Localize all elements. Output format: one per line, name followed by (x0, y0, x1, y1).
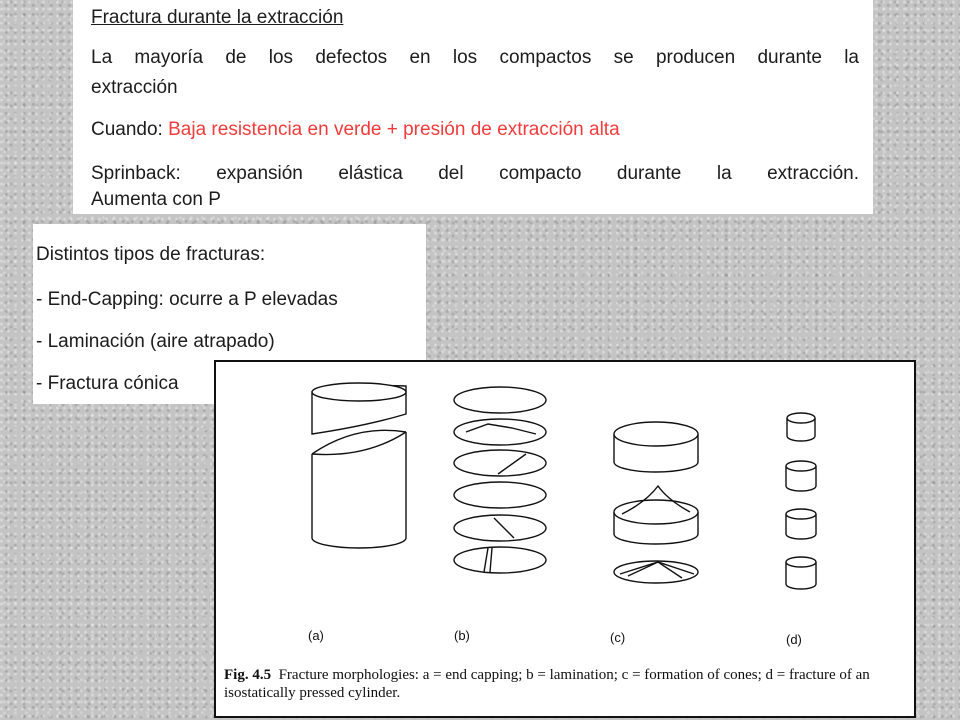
condition-label: Cuando: (91, 119, 163, 140)
section-title: Fractura durante la extracción (91, 7, 344, 28)
top-text-panel (73, 0, 873, 214)
fracture-type-item: - Laminación (aire atrapado) (36, 331, 275, 352)
figure-caption (224, 666, 908, 702)
end-capping-drawing (312, 383, 406, 548)
condition-text: Baja resistencia en verde + presión de extracción alta (168, 119, 620, 140)
fracture-drawings (216, 362, 914, 716)
isostatic-cylinders-drawing (786, 413, 816, 589)
fracture-type-item: - Fractura cónica (36, 373, 179, 394)
caption-figure-number: Fig. 4.5 (224, 667, 272, 683)
caption-text: Fracture morphologies: a = end capping; b = lamination; c = formation of cones; d = fracture of an isostatically pressed cylinder. (224, 667, 870, 701)
paragraph-1-line-1: La mayoría de los defectos en los compactos se producen durante la (91, 47, 859, 68)
condition-line (91, 118, 620, 142)
fracture-types-heading: Distintos tipos de fracturas: (36, 244, 266, 265)
paragraph-1-line-2: extracción (91, 77, 178, 98)
label-c: (c) (610, 630, 626, 645)
label-d: (d) (786, 632, 802, 647)
paragraph-3-line-1: Sprinback: expansión elástica del compacto durante la extracción. (91, 163, 859, 184)
label-b: (b) (454, 628, 470, 643)
fracture-figure (214, 360, 916, 718)
fracture-type-item: - End-Capping: ocurre a P elevadas (36, 289, 338, 310)
paragraph-3-line-2: Aumenta con P (91, 189, 221, 210)
lamination-drawing (454, 387, 546, 573)
cones-drawing (614, 422, 698, 583)
label-a: (a) (308, 628, 324, 643)
